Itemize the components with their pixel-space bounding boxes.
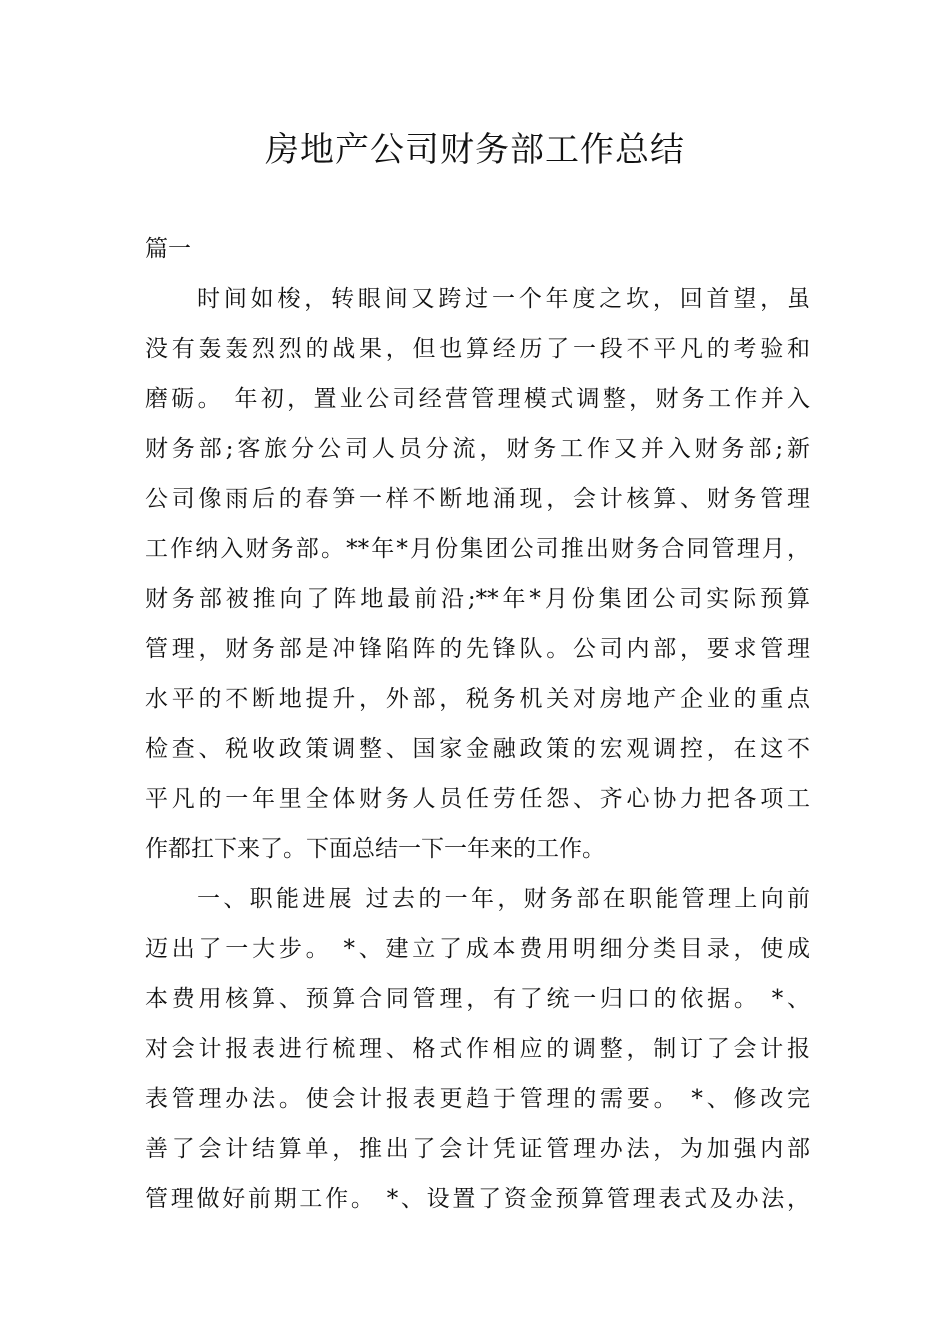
paragraph-line: 公司像雨后的春笋一样不断地涌现，会计核算、财务管理 — [145, 486, 810, 512]
paragraph-line: 管理，财务部是冲锋陷阵的先锋队。公司内部，要求管理 — [145, 636, 810, 662]
paragraph-line: 水平的不断地提升，外部，税务机关对房地产企业的重点 — [145, 686, 810, 712]
document-title: 房地产公司财务部工作总结 — [265, 130, 685, 170]
paragraph-line: 迈出了一大步。 *、建立了成本费用明细分类目录，使成 — [145, 936, 810, 962]
paragraph-line: 一、职能进展 过去的一年，财务部在职能管理上向前 — [197, 886, 810, 912]
paragraph-line: 没有轰轰烈烈的战果，但也算经历了一段不平凡的考验和 — [145, 336, 810, 362]
paragraph-line: 时间如梭，转眼间又跨过一个年度之坎，回首望，虽 — [197, 286, 810, 312]
paragraph-line: 财务部;客旅分公司人员分流，财务工作又并入财务部;新 — [145, 436, 810, 462]
paragraph-line: 善了会计结算单，推出了会计凭证管理办法，为加强内部 — [145, 1136, 810, 1162]
paragraph-line: 本费用核算、预算合同管理，有了统一归口的依据。 *、 — [145, 986, 810, 1012]
paragraph-line: 对会计报表进行梳理、格式作相应的调整，制订了会计报 — [145, 1036, 810, 1062]
paragraph-line: 检查、税收政策调整、国家金融政策的宏观调控，在这不 — [145, 736, 810, 762]
paragraph-line: 管理做好前期工作。 *、设置了资金预算管理表式及办法， — [145, 1186, 810, 1212]
paragraph-line: 平凡的一年里全体财务人员任劳任怨、齐心协力把各项工 — [145, 786, 810, 812]
paragraph-line: 财务部被推向了阵地最前沿;**年*月份集团公司实际预算 — [145, 586, 810, 612]
paragraph-line: 工作纳入财务部。**年*月份集团公司推出财务合同管理月， — [145, 536, 810, 562]
paragraph-line: 作都扛下来了。下面总结一下一年来的工作。 — [145, 836, 605, 862]
paragraph-line: 磨砺。 年初，置业公司经营管理模式调整，财务工作并入 — [145, 386, 810, 412]
section-label: 篇一 — [145, 236, 191, 262]
paragraph-line: 表管理办法。使会计报表更趋于管理的需要。 *、修改完 — [145, 1086, 810, 1112]
